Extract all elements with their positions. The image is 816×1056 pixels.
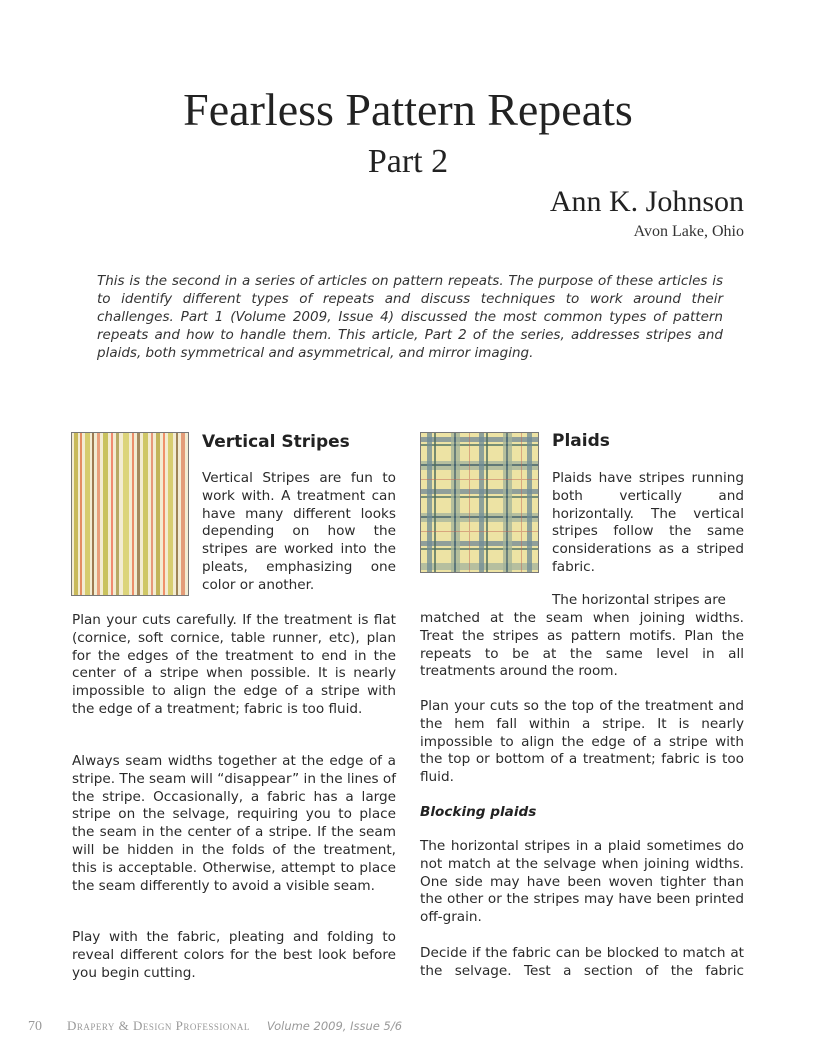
intro-paragraph: This is the second in a series of articles on pattern repeats. The purpose of these articles is to identify different types of repeats and discuss techniques to work around their challenges. Part 1 (Volume 2009, Issue 4) discussed the most common types of pattern repeats and how to handle them. This article, Part 2 of the series, addresses stripes and plaids, both symmetrical and asymmetrical, and mirror imaging.: [97, 273, 723, 361]
right-paragraph-continued: matched at the seam when joining widths. Treat the stripes as pattern motifs. Plan the repeats to be at the same level in all treatments around the room.: [420, 610, 744, 680]
plaid-swatch: [420, 432, 539, 573]
vertical-stripes-intro: Vertical Stripes are fun to work with. A treatment can have many different looks depending on how the stripes are worked into the pleats, emphasizing one color or another.: [202, 470, 396, 593]
vertical-stripe-swatch: [71, 432, 189, 596]
left-paragraph-1: Plan your cuts carefully. If the treatment is flat (cornice, soft cornice, table runner, etc), plan for the edges of the treatment to end in the center of a stripe when possible. It is nearly impossible to align the edge of a stripe with the edge of a treatment; fabric is too fluid.: [72, 612, 396, 717]
issue-label: Volume 2009, Issue 5/6: [266, 1019, 403, 1033]
article-subtitle: Part 2: [367, 143, 449, 180]
page-footer: [28, 1018, 402, 1035]
right-paragraph-cuts: Plan your cuts so the top of the treatment and the hem fall within a stripe. It is nearly impossible to align the edge of a stripe with the top or bottom of a treatment; fabric is too fluid.: [420, 698, 744, 786]
plaids-horizontal-start: The horizontal stripes are: [552, 592, 726, 608]
page-number: 70: [28, 1019, 42, 1034]
author-location: Avon Lake, Ohio: [633, 223, 744, 240]
plaids-intro: Plaids have stripes running both vertically and horizontally. The vertical stripes follow the same considerations as a striped fabric.: [552, 470, 744, 575]
article-title: Fearless Pattern Repeats: [183, 84, 633, 135]
left-paragraph-3: Play with the fabric, pleating and folding to reveal different colors for the best look before you begin cutting.: [72, 929, 396, 981]
right-paragraph-blocking-2: Decide if the fabric can be blocked to match at the selvage. Test a section of the fabric: [420, 945, 744, 979]
magazine-name: Drapery & Design Professional: [67, 1018, 250, 1033]
plaids-heading: Plaids: [552, 431, 610, 451]
blocking-plaids-subheading: Blocking plaids: [420, 804, 537, 820]
left-paragraph-2: Always seam widths together at the edge of a stripe. The seam will “disappear” in the lines of the stripe. Occasionally, a fabric has a large stripe on the selvage, requiring you to place the seam in the center of a stripe. If the seam will be hidden in the folds of the treatment, this is acceptable. Otherwise, attempt to place the seam differently to avoid a visible seam.: [72, 753, 396, 894]
right-paragraph-blocking-1: The horizontal stripes in a plaid sometimes do not match at the selvage when joining widths. One side may have been woven tighter than the other or the stripes may have been printed off-grain.: [420, 838, 744, 926]
vertical-stripes-heading: Vertical Stripes: [202, 432, 350, 452]
author-name: Ann K. Johnson: [549, 185, 744, 218]
